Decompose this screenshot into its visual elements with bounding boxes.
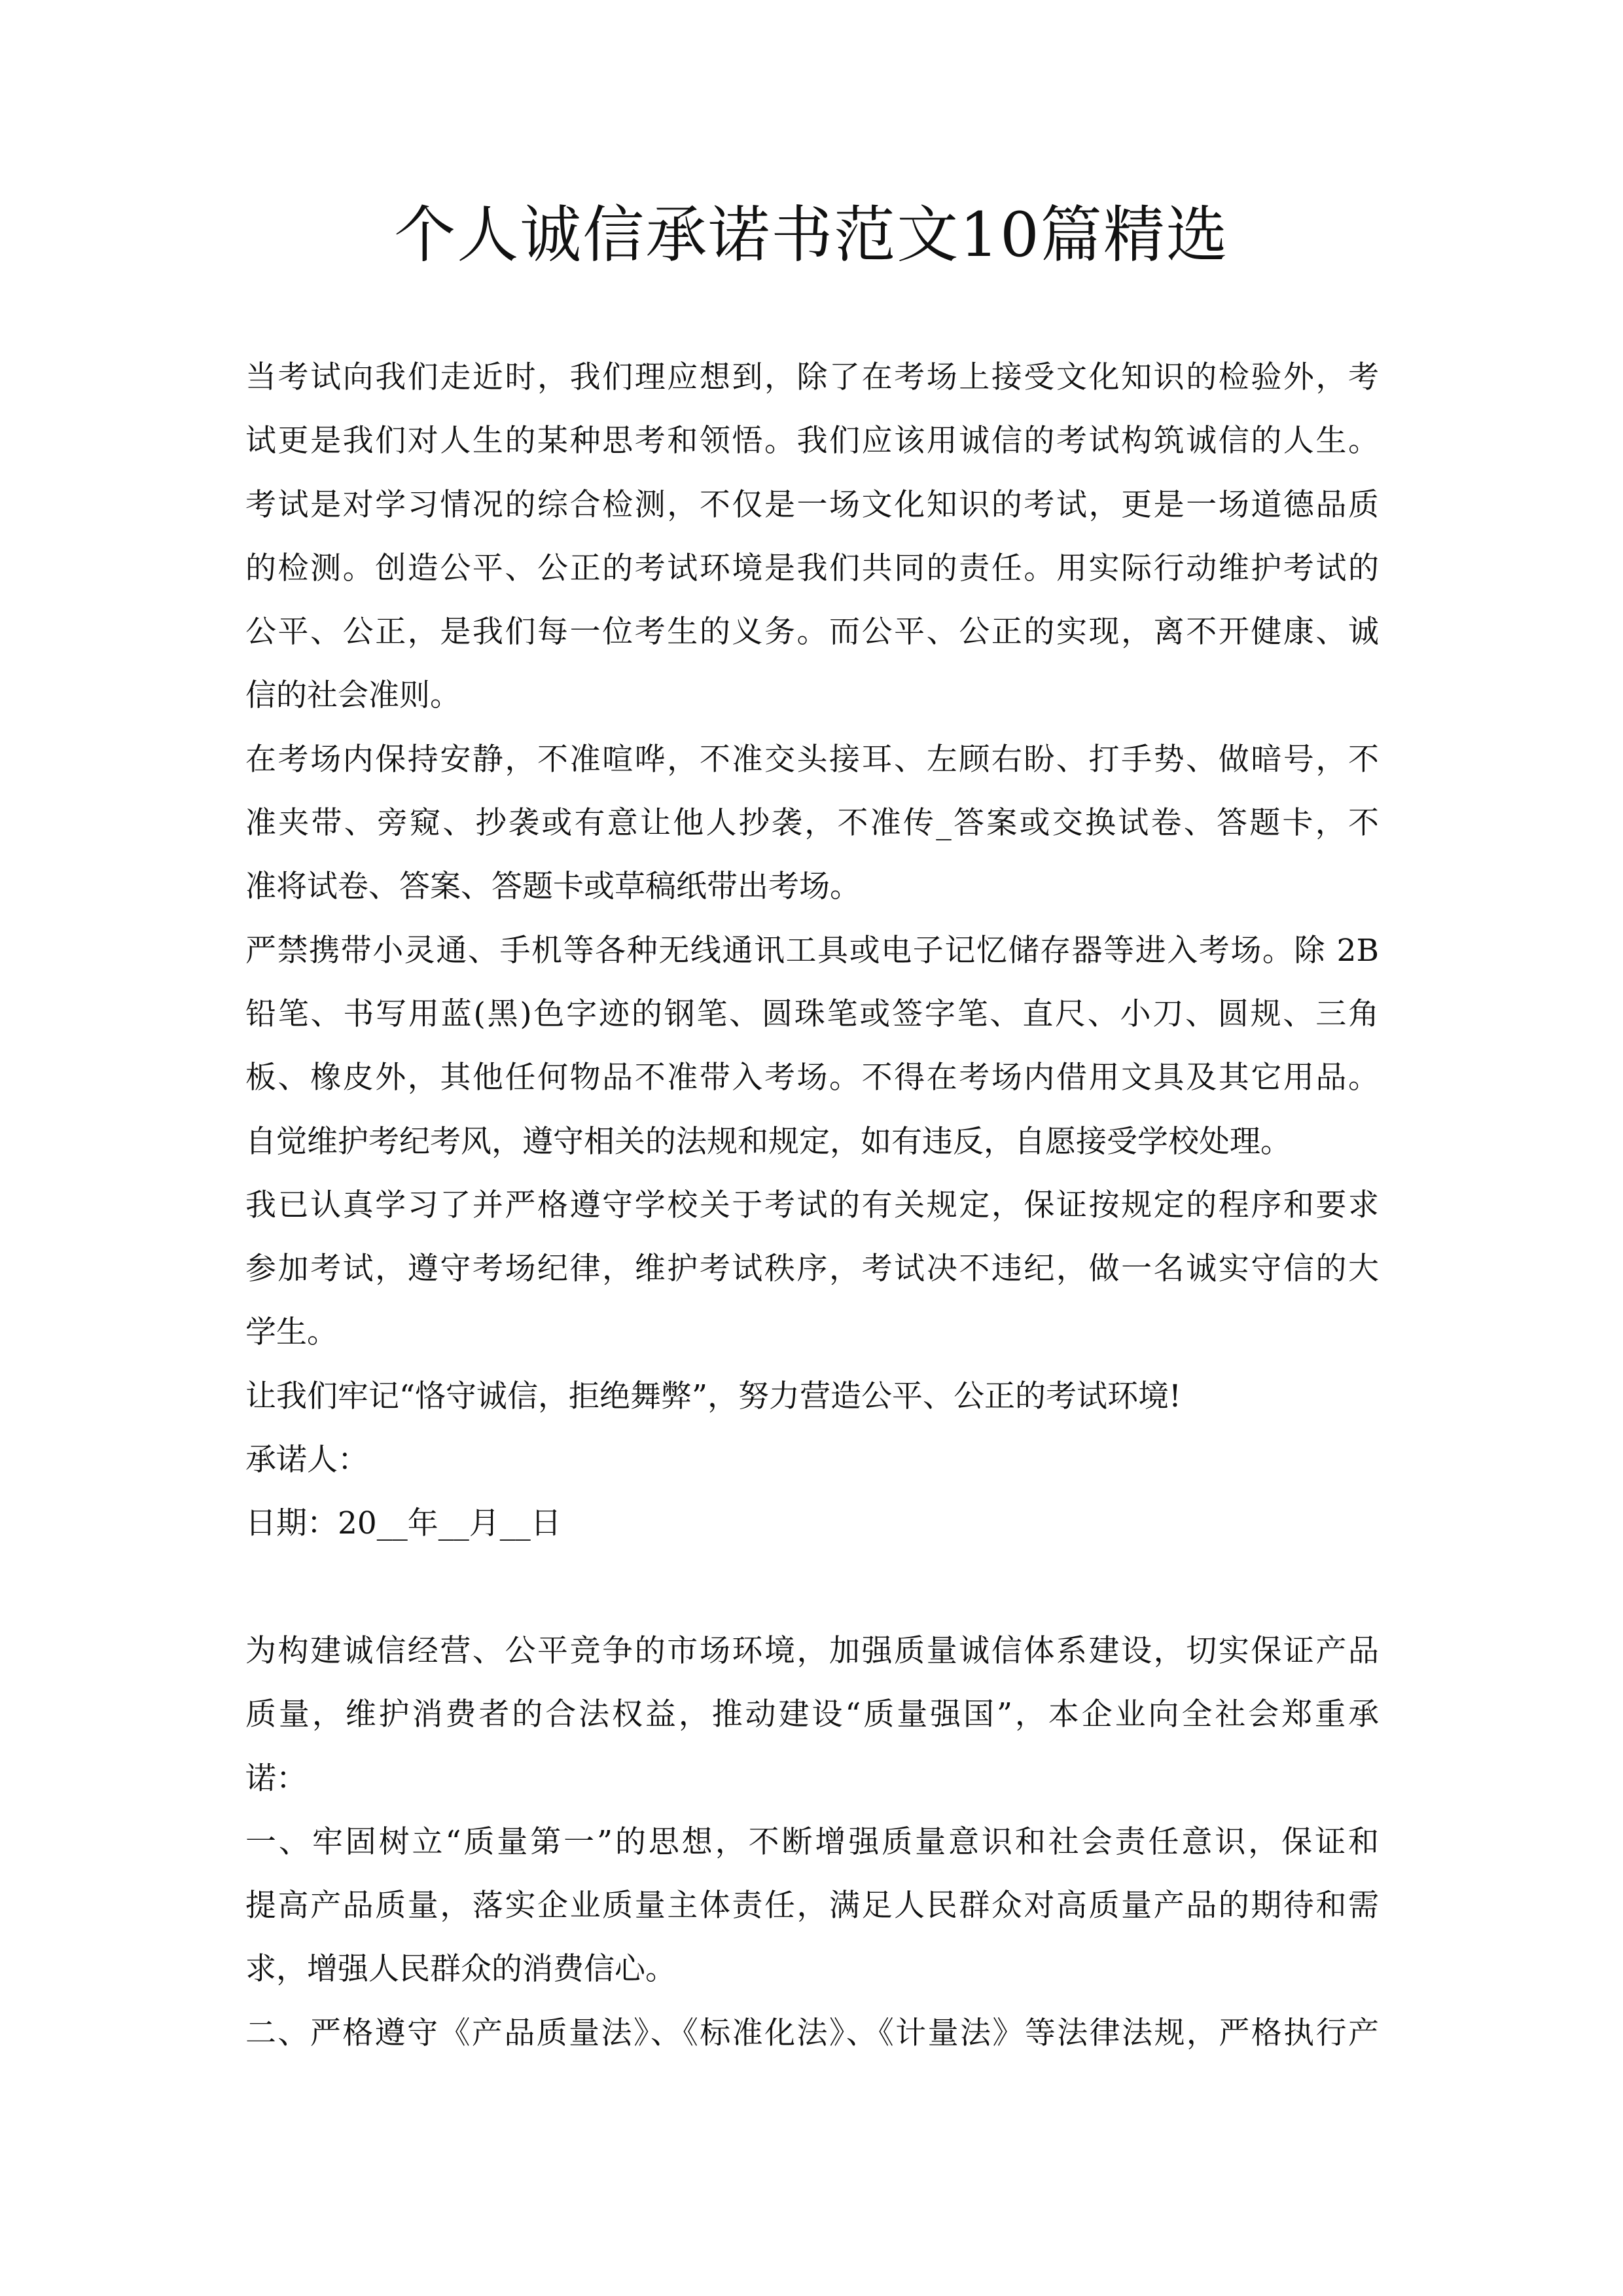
signer-line: 承诺人： (245, 1442, 368, 1479)
text-line: 求，增强人民群众的消费信心。 (245, 1951, 676, 1988)
blank-line (245, 1556, 1379, 1619)
text-line: 公平、公正，是我们每一位考生的义务。而公平、公正的实现，离不开健康、诚 (245, 614, 1379, 651)
text-line: 质量，维护消费者的合法权益，推动建设“质量强国”，本企业向全社会郑重承 (245, 1696, 1379, 1733)
document-body (245, 346, 1379, 2065)
text-line: 一、牢固树立“质量第一”的思想，不断增强质量意识和社会责任意识，保证和 (245, 1823, 1379, 1860)
text-line: 学生。 (245, 1314, 338, 1351)
text-line: 铅笔、书写用蓝(黑)色字迹的钢笔、圆珠笔或签字笔、直尺、小刀、圆规、三角 (245, 996, 1379, 1032)
text-line: 准夹带、旁窥、抄袭或有意让他人抄袭，不准传_答案或交换试卷、答题卡，不 (245, 805, 1379, 842)
document-title: 个人诚信承诺书范文10篇精选 (394, 200, 1229, 271)
text-line: 我已认真学习了并严格遵守学校关于考试的有关规定，保证按规定的程序和要求 (245, 1187, 1379, 1223)
text-line: 参加考试，遵守考场纪律，维护考试秩序，考试决不违纪，做一名诚实守信的大 (245, 1251, 1379, 1287)
text-line: 自觉维护考纪考风，遵守相关的法规和规定，如有违反，自愿接受学校处理。 (245, 1123, 1291, 1160)
text-line: 信的社会准则。 (245, 677, 461, 714)
text-line: 二、严格遵守《产品质量法》、《标准化法》、《计量法》等法律法规，严格执行产 (245, 2015, 1379, 2051)
text-line: 准将试卷、答案、答题卡或草稿纸带出考场。 (245, 869, 861, 905)
text-line: 的检测。创造公平、公正的考试环境是我们共同的责任。用实际行动维护考试的 (245, 550, 1379, 586)
text-line: 严禁携带小灵通、手机等各种无线通讯工具或电子记忆储存器等进入考场。除 2B (245, 932, 1379, 969)
text-line: 当考试向我们走近时，我们理应想到，除了在考场上接受文化知识的检验外，考 (245, 359, 1379, 395)
text-line: 板、橡皮外，其他任何物品不准带入考场。不得在考场内借用文具及其它用品。 (245, 1060, 1379, 1096)
text-line: 让我们牢记“恪守诚信，拒绝舞弊”，努力营造公平、公正的考试环境! (245, 1378, 1181, 1414)
date-line: 日期：20__年__月__日 (245, 1505, 562, 1542)
text-line: 诺： (245, 1760, 307, 1797)
text-line: 试更是我们对人生的某种思考和领悟。我们应该用诚信的考试构筑诚信的人生。 (245, 423, 1379, 459)
text-line: 考试是对学习情况的综合检测，不仅是一场文化知识的考试，更是一场道德品质 (245, 486, 1379, 523)
text-line: 为构建诚信经营、公平竞争的市场环境，加强质量诚信体系建设，切实保证产品 (245, 1632, 1379, 1669)
text-line: 提高产品质量，落实企业质量主体责任，满足人民群众对高质量产品的期待和需 (245, 1888, 1379, 1924)
text-line: 在考场内保持安静，不准喧哗，不准交头接耳、左顾右盼、打手势、做暗号，不 (245, 741, 1379, 778)
